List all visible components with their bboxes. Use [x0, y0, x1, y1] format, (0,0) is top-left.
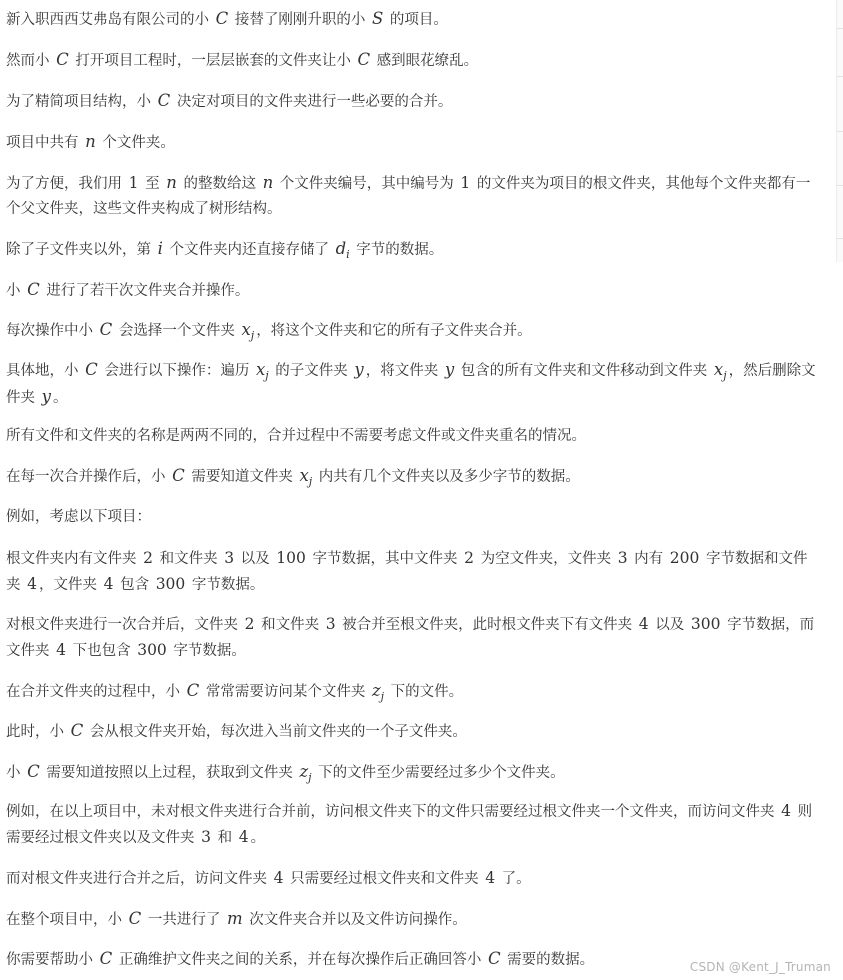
text-run: 需要的数据。: [502, 952, 595, 968]
text-run: 常常需要访问某个文件夹: [201, 684, 370, 700]
math-variable: $z_j$: [299, 762, 312, 784]
math-variable: C: [27, 280, 40, 299]
text-run: 的整数给这: [178, 176, 261, 192]
text-run: 个文件夹。: [97, 135, 175, 151]
math-variable: $x_j$: [713, 360, 727, 382]
math-variable: $x_j$: [255, 360, 269, 382]
text-run: 例如，在以上项目中，未对根文件夹进行合并前，访问根文件夹下的文件只需要经过根文件夹一个文件夹，而访问文件夹: [6, 804, 780, 820]
text-run: 小: [6, 283, 26, 299]
text-run: 决定对项目的文件夹进行一些必要的合并。: [172, 94, 453, 110]
paragraph-1: [6, 6, 448, 33]
text-run: 具体地，小: [6, 363, 84, 379]
text-run: 次文件夹合并以及文件访问操作。: [244, 912, 467, 928]
text-run: 内共有几个文件夹以及多少字节的数据。: [314, 469, 580, 485]
text-run: 新入职西西艾弗岛有限公司的小: [6, 12, 214, 28]
paragraph-4: [6, 129, 175, 156]
side-rail-divider: [836, 76, 843, 77]
text-run: 字节数据，其中文件夹: [307, 551, 463, 567]
math-number: 3: [617, 549, 628, 567]
math-number: 1: [460, 174, 471, 192]
math-variable: n: [262, 173, 274, 192]
text-run: 所有文件和文件夹的名称是两两不同的，合并过程中不需要考虑文件或文件夹重名的情况。: [6, 428, 586, 444]
math-variable: y: [354, 360, 364, 379]
text-run: 会进行以下操作：遍历: [99, 363, 254, 379]
paragraph-18: [6, 799, 818, 851]
text-run: 则需要经过根文件夹以及文件夹: [6, 804, 813, 846]
text-run: 只需要经过根文件夹和文件夹: [285, 871, 484, 887]
math-variable: C: [128, 909, 142, 928]
paragraph-21: [6, 946, 594, 973]
text-run: 会选择一个文件夹: [114, 323, 240, 339]
math-variable: C: [56, 50, 69, 69]
math-number: 4: [238, 828, 249, 846]
text-run: 此时，小: [6, 724, 69, 740]
math-number: 3: [224, 549, 235, 567]
text-run: 每次操作中小: [6, 323, 98, 339]
text-run: 根文件夹内有文件夹: [6, 551, 142, 567]
text-run: 然而小: [6, 53, 55, 69]
math-variable: S: [371, 9, 384, 28]
math-variable: C: [186, 681, 200, 700]
text-run: 至: [140, 176, 165, 192]
math-variable: $x_j$: [299, 466, 313, 488]
math-number: 4: [485, 869, 496, 887]
text-run: 字节的数据。: [351, 242, 444, 258]
text-run: 字节数据，而文件夹: [6, 617, 815, 659]
math-number: 4: [781, 802, 791, 820]
text-run: 内有: [629, 551, 668, 567]
text-run: 被合并至根文件夹，此时根文件夹下有文件夹: [337, 617, 637, 633]
paragraph-5: [6, 170, 818, 222]
text-run: 字节数据。: [168, 643, 246, 659]
math-number: 4: [273, 869, 284, 887]
text-run: 下的文件至少需要经过多少个文件夹。: [313, 765, 565, 781]
text-run: 和: [212, 830, 237, 846]
math-number: 300: [690, 615, 721, 633]
math-number: 2: [464, 549, 474, 567]
math-variable: C: [215, 9, 229, 28]
paragraph-11: [6, 463, 580, 490]
text-run: 以及: [650, 617, 689, 633]
text-run: ，将文件夹: [365, 363, 443, 379]
math-variable: $z_j$: [371, 681, 385, 703]
math-number: 4: [103, 575, 114, 593]
side-rail-divider: [836, 185, 843, 186]
math-variable: n: [85, 132, 96, 151]
paragraph-2: [6, 47, 478, 74]
paragraph-6: [6, 236, 443, 263]
paragraph-16: [6, 718, 467, 745]
math-variable: C: [27, 762, 40, 781]
text-run: 需要知道文件夹: [186, 469, 298, 485]
math-variable: C: [99, 320, 113, 339]
text-run: 个文件夹内还直接存储了: [164, 242, 334, 258]
text-run: 下的文件。: [386, 684, 464, 700]
paragraph-8: [6, 317, 532, 344]
math-variable: n: [166, 173, 177, 192]
paragraph-20: [6, 906, 467, 933]
math-subscript: j: [265, 369, 269, 382]
math-number: 2: [143, 549, 153, 567]
text-run: 包含的所有文件夹和文件移动到文件夹: [456, 363, 712, 379]
text-run: 而对根文件夹进行合并之后，访问文件夹: [6, 871, 272, 887]
text-run: 感到眼花缭乱。: [372, 53, 479, 69]
paragraph-3: [6, 88, 452, 115]
text-run: 字节数据和文件夹: [6, 551, 808, 593]
math-number: 3: [325, 615, 336, 633]
text-run: 接替了刚刚升职的小: [230, 12, 370, 28]
text-run: 。: [52, 390, 68, 406]
text-run: 以及: [236, 551, 275, 567]
paragraph-7: [6, 277, 249, 304]
text-run: 个文件夹编号，其中编号为: [275, 176, 459, 192]
math-variable: y: [41, 387, 51, 406]
text-run: 一共进行了: [143, 912, 225, 928]
math-variable: C: [357, 50, 371, 69]
text-run: 会从根文件夹开始，每次进入当前文件夹的一个子文件夹。: [85, 724, 467, 740]
text-run: 正确维护文件夹之间的关系，并在每次操作后正确回答小: [114, 952, 486, 968]
text-run: 对根文件夹进行一次合并后，文件夹: [6, 617, 243, 633]
math-subscript: i: [346, 248, 350, 261]
text-run: 。: [250, 830, 266, 846]
text-run: 进行了若干次文件夹合并操作。: [41, 283, 250, 299]
text-run: 和文件夹: [256, 617, 324, 633]
paragraph-12: [6, 505, 151, 530]
text-run: 了。: [497, 871, 531, 887]
math-variable: C: [99, 949, 113, 968]
math-subscript: j: [308, 771, 312, 784]
math-variable: $x_j$: [241, 320, 255, 342]
text-run: ，然后删除文件夹: [6, 363, 816, 406]
math-number: 200: [669, 549, 700, 567]
paragraph-9: [6, 357, 818, 411]
csdn-watermark: CSDN @Kent_J_Truman: [689, 960, 831, 974]
paragraph-14: [6, 612, 818, 664]
text-run: ，文件夹: [38, 577, 102, 593]
text-run: 为空文件夹，文件夹: [475, 551, 616, 567]
text-run: 包含: [115, 577, 154, 593]
paragraph-10: [6, 424, 586, 449]
math-variable: C: [157, 91, 171, 110]
math-number: 1: [128, 174, 139, 192]
math-subscript: j: [723, 369, 727, 382]
text-run: 小: [6, 765, 26, 781]
side-rail-divider: [836, 238, 843, 239]
text-run: 你需要帮助小: [6, 952, 98, 968]
text-run: 打开项目工程时，一层层嵌套的文件夹让小: [70, 53, 356, 69]
text-run: 例如，考虑以下项目：: [6, 509, 151, 525]
text-run: 除了子文件夹以外，第: [6, 242, 156, 258]
math-subscript: j: [380, 690, 385, 703]
side-rail-divider: [836, 28, 843, 29]
math-variable: C: [487, 949, 501, 968]
side-rail-divider: [836, 131, 843, 132]
math-number: 300: [155, 575, 186, 593]
text-run: 字节数据。: [187, 577, 265, 593]
text-run: 的项目。: [385, 12, 448, 28]
math-number: 300: [137, 641, 167, 659]
math-variable: C: [172, 466, 185, 485]
paragraph-15: [6, 678, 463, 705]
math-subscript: j: [308, 475, 313, 488]
text-run: 的文件夹为项目的根文件夹，其他每个文件夹都有一个父文件夹，这些文件夹构成了树形结构。: [6, 176, 811, 217]
text-run: 在每一次合并操作后，小: [6, 469, 171, 485]
text-run: 下也包含: [67, 643, 136, 659]
math-number: 2: [244, 615, 255, 633]
math-number: 4: [638, 615, 649, 633]
math-variable: m: [226, 909, 243, 928]
text-run: 的子文件夹: [270, 363, 353, 379]
text-run: ，将这个文件夹和它的所有子文件夹合并。: [256, 323, 532, 339]
paragraph-19: [6, 866, 531, 892]
math-variable: C: [70, 721, 84, 740]
text-run: 在合并文件夹的过程中，小: [6, 684, 185, 700]
math-subscript: j: [250, 329, 255, 342]
math-variable: i: [157, 239, 163, 258]
text-run: 在整个项目中，小: [6, 912, 127, 928]
text-run: 需要知道按照以上过程，获取到文件夹: [41, 765, 298, 781]
math-variable: C: [85, 360, 98, 379]
math-variable: $d_i$: [335, 239, 350, 261]
text-run: 为了精简项目结构，小: [6, 94, 156, 110]
math-number: 4: [56, 641, 66, 659]
paragraph-13: [6, 546, 818, 598]
math-variable: y: [444, 360, 455, 379]
math-number: 4: [27, 575, 37, 593]
math-number: 3: [201, 828, 211, 846]
math-number: 100: [276, 549, 306, 567]
text-run: 和文件夹: [154, 551, 223, 567]
paragraph-17: [6, 759, 565, 786]
text-run: 为了方便，我们用: [6, 176, 127, 192]
text-run: 项目中共有: [6, 135, 84, 151]
